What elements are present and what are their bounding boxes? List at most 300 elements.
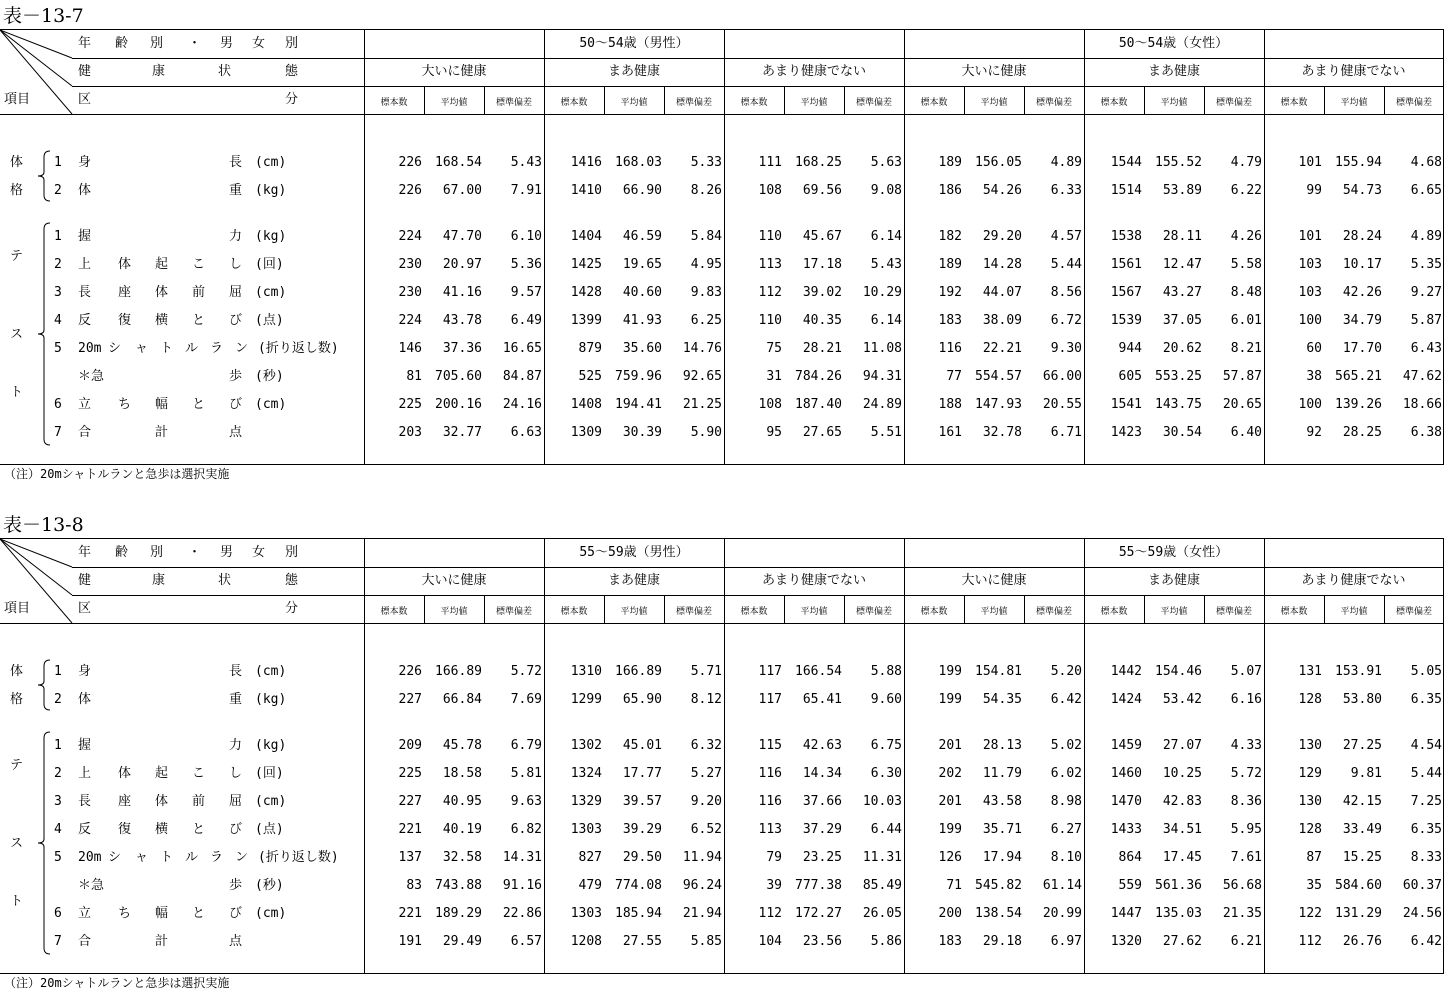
table-cell: 20.97 (442, 257, 482, 272)
table-cell: 85.49 (862, 878, 902, 893)
table-cell: 9.20 (690, 794, 722, 809)
table-cell: 146 (398, 341, 422, 356)
row-number: 4 (54, 822, 62, 837)
table-cell: 224 (398, 229, 422, 244)
stat-header: 平均値 (1160, 98, 1188, 108)
row-label-char: 横 (155, 313, 169, 328)
table-cell: 94.31 (862, 369, 902, 384)
table-cell: 44.07 (982, 285, 1022, 300)
table-cell: 1538 (1110, 229, 1142, 244)
group-label-test: ト (10, 385, 24, 400)
table-cell: 103 (1298, 257, 1322, 272)
table-cell: 21.25 (682, 397, 722, 412)
table-cell: 226 (398, 664, 422, 679)
table-cell: 128 (1298, 692, 1322, 707)
table-cell: 6.82 (510, 822, 542, 837)
health-state-header: あまり健康でない (761, 573, 866, 588)
table-cell: 9.60 (870, 692, 902, 707)
table-cell: 1442 (1110, 664, 1142, 679)
table-cell: 29.18 (982, 934, 1022, 949)
table-cell: 153.91 (1335, 664, 1382, 679)
row-unit: (kg) (255, 183, 287, 198)
table-cell: 101 (1298, 155, 1322, 170)
table-cell: 188 (938, 397, 962, 412)
table-cell: 28.24 (1342, 229, 1382, 244)
row-label-char: ラ (210, 341, 224, 356)
header-age-sex-char: 男 (220, 545, 234, 560)
table-cell: 5.02 (1050, 738, 1082, 753)
row-label-char: 起 (155, 257, 169, 272)
table-cell: 117 (758, 664, 782, 679)
table-cell: 95 (766, 425, 782, 440)
table-cell: 559 (1118, 878, 1142, 893)
table-cell: 24.89 (862, 397, 902, 412)
table-cell: 84.87 (502, 369, 542, 384)
table-cell: 1302 (570, 738, 602, 753)
table-cell: 60.37 (1402, 878, 1442, 893)
table-cell: 9.27 (1410, 285, 1442, 300)
row-label-char: 立 (78, 397, 92, 412)
table-cell: 5.72 (1230, 766, 1262, 781)
stat-header: 標準偏差 (855, 607, 892, 617)
table-cell: 864 (1118, 850, 1142, 865)
table-title: 表－13-7 (3, 5, 84, 27)
table-cell: 96.24 (682, 878, 722, 893)
table-cell: 200 (938, 906, 962, 921)
table-cell: 42.63 (802, 738, 842, 753)
table-cell: 1424 (1110, 692, 1142, 707)
table-cell: 166.89 (615, 664, 662, 679)
health-state-header: 大いに健康 (961, 573, 1027, 588)
table-cell: 777.38 (795, 878, 842, 893)
row-label-char: 座 (118, 794, 132, 809)
table-cell: 1399 (570, 313, 602, 328)
row-number: 2 (54, 183, 62, 198)
row-number: 1 (54, 155, 62, 170)
table-cell: 110 (758, 313, 782, 328)
female-group-header: 50～54歳（女性） (1118, 36, 1229, 51)
row-label-char: 合 (78, 934, 92, 949)
table-cell: 186 (938, 183, 962, 198)
row-label-char: 長 (229, 664, 243, 679)
row-label-char: 計 (155, 425, 169, 440)
header-age-sex-char: 年 (78, 36, 92, 51)
table-cell: 182 (938, 229, 962, 244)
row-label-char: 体 (118, 766, 132, 781)
header-rule (72, 86, 1443, 87)
table-cell: 705.60 (435, 369, 482, 384)
table-cell: 6.16 (1230, 692, 1262, 707)
table-cell: 743.88 (435, 878, 482, 893)
table-cell: 9.83 (690, 285, 722, 300)
table-cell: 92.65 (682, 369, 722, 384)
row-number: 2 (54, 692, 62, 707)
table-cell: 83 (406, 878, 422, 893)
table-cell: 155.52 (1155, 155, 1202, 170)
table-cell: 42.26 (1342, 285, 1382, 300)
table-cell: 37.05 (1162, 313, 1202, 328)
table-cell: 143.75 (1155, 397, 1202, 412)
stat-header: 標本数 (920, 607, 948, 617)
table-cell: 108 (758, 183, 782, 198)
table-cell: 6.42 (1050, 692, 1082, 707)
table-cell: 57.87 (1222, 369, 1262, 384)
table-cell: 147.93 (975, 397, 1022, 412)
table-cell: 69.56 (802, 183, 842, 198)
table-cell: 227 (398, 692, 422, 707)
table-cell: 5.95 (1230, 822, 1262, 837)
table-cell: 6.49 (510, 313, 542, 328)
table-cell: 8.48 (1230, 285, 1262, 300)
table-cell: 7.91 (510, 183, 542, 198)
row-label-char: こ (192, 257, 206, 272)
row-label-char: ン (235, 341, 249, 356)
table-cell: 774.08 (615, 878, 662, 893)
table-cell: 7.61 (1230, 850, 1262, 865)
table-cell: 100 (1298, 397, 1322, 412)
table-cell: 5.43 (510, 155, 542, 170)
row-number: 6 (54, 906, 62, 921)
table-cell: 5.33 (690, 155, 722, 170)
row-label-char: 横 (155, 822, 169, 837)
table-cell: 128 (1298, 822, 1322, 837)
group-brackets (0, 539, 60, 973)
stat-header: 標準偏差 (1395, 98, 1432, 108)
table-cell: 6.65 (1410, 183, 1442, 198)
table-cell: 545.82 (975, 878, 1022, 893)
group-label-test: ス (10, 836, 24, 851)
table-cell: 29.50 (622, 850, 662, 865)
table-cell: 189.29 (435, 906, 482, 921)
table-cell: 18.58 (442, 766, 482, 781)
row-label-char: 20m (78, 850, 102, 865)
row-label-char: 反 (78, 313, 92, 328)
stat-header: 標本数 (560, 607, 588, 617)
female-group-header: 55～59歳（女性） (1118, 545, 1229, 560)
table-cell: 37.66 (802, 794, 842, 809)
table-cell: 1470 (1110, 794, 1142, 809)
table-cell: 39.57 (622, 794, 662, 809)
table-cell: 1447 (1110, 906, 1142, 921)
table-cell: 185.94 (615, 906, 662, 921)
table-cell: 230 (398, 257, 422, 272)
table-cell: 139.26 (1335, 397, 1382, 412)
table-cell: 40.95 (442, 794, 482, 809)
table-cell: 38.09 (982, 313, 1022, 328)
row-label-char: 点 (229, 934, 243, 949)
row-label-char: 前 (192, 794, 206, 809)
table-cell: 4.26 (1230, 229, 1262, 244)
table-cell: 5.86 (870, 934, 902, 949)
row-label-char: 歩 (229, 878, 243, 893)
row-unit: (折り返し数) (258, 850, 339, 865)
row-label-char: と (192, 313, 206, 328)
row-number: 7 (54, 934, 62, 949)
table-cell: 20.99 (1042, 906, 1082, 921)
table-cell: 479 (578, 878, 602, 893)
table-cell: 40.35 (802, 313, 842, 328)
table-cell: 4.89 (1410, 229, 1442, 244)
table-cell: 39.02 (802, 285, 842, 300)
table-cell: 4.57 (1050, 229, 1082, 244)
row-label-char: 体 (78, 183, 92, 198)
table-cell: 6.33 (1050, 183, 1082, 198)
table-cell: 11.08 (862, 341, 902, 356)
table-cell: 8.21 (1230, 341, 1262, 356)
table-cell: 20.55 (1042, 397, 1082, 412)
group-label-physique: 体 (10, 664, 24, 679)
table-cell: 87 (1306, 850, 1322, 865)
table-cell: 112 (758, 906, 782, 921)
row-label-char: 復 (118, 822, 132, 837)
table-cell: 11.79 (982, 766, 1022, 781)
table-cell: 201 (938, 738, 962, 753)
health-state-header: あまり健康でない (761, 64, 866, 79)
table-cell: 53.80 (1342, 692, 1382, 707)
table-cell: 32.77 (442, 425, 482, 440)
table-cell: 35.71 (982, 822, 1022, 837)
table-cell: 10.29 (862, 285, 902, 300)
stat-header: 標準偏差 (675, 607, 712, 617)
table-cell: 66.84 (442, 692, 482, 707)
table-cell: 23.25 (802, 850, 842, 865)
table-cell: 7.69 (510, 692, 542, 707)
table-cell: 225 (398, 397, 422, 412)
row-label-char: び (229, 822, 243, 837)
table-cell: 1303 (570, 822, 602, 837)
row-label-char: 屈 (229, 285, 243, 300)
table-cell: 126 (938, 850, 962, 865)
table-cell: 45.78 (442, 738, 482, 753)
table-cell: 43.78 (442, 313, 482, 328)
table-cell: 183 (938, 313, 962, 328)
table-cell: 17.94 (982, 850, 1022, 865)
table-cell: 4.33 (1230, 738, 1262, 753)
table-cell: 54.35 (982, 692, 1022, 707)
table-cell: 5.20 (1050, 664, 1082, 679)
table-cell: 137 (398, 850, 422, 865)
table-cell: 1404 (570, 229, 602, 244)
table-cell: 6.38 (1410, 425, 1442, 440)
table-cell: 154.81 (975, 664, 1022, 679)
table-cell: 166.89 (435, 664, 482, 679)
header-health-char: 状 (218, 64, 232, 79)
table-cell: 5.85 (690, 934, 722, 949)
table-cell: 8.26 (690, 183, 722, 198)
table-cell: 129 (1298, 766, 1322, 781)
table-cell: 27.62 (1162, 934, 1202, 949)
health-state-header: あまり健康でない (1301, 573, 1406, 588)
table-cell: 8.98 (1050, 794, 1082, 809)
table-cell: 39 (766, 878, 782, 893)
table-cell: 183 (938, 934, 962, 949)
table-cell: 5.36 (510, 257, 542, 272)
row-unit: (cm) (255, 155, 287, 170)
health-state-header: まあ健康 (607, 64, 660, 79)
stat-header: 平均値 (1160, 607, 1188, 617)
row-label-char: ち (118, 906, 132, 921)
health-state-header: あまり健康でない (1301, 64, 1406, 79)
row-unit: (秒) (255, 878, 284, 893)
table-cell: 584.60 (1335, 878, 1382, 893)
table-cell: 130 (1298, 794, 1322, 809)
table-cell: 75 (766, 341, 782, 356)
table-cell: 6.79 (510, 738, 542, 753)
table-cell: 6.21 (1230, 934, 1262, 949)
table-cell: 209 (398, 738, 422, 753)
row-label-char: ル (185, 341, 199, 356)
table-cell: 879 (578, 341, 602, 356)
table-cell: 4.95 (690, 257, 722, 272)
table-cell: 5.63 (870, 155, 902, 170)
table-cell: 56.68 (1222, 878, 1262, 893)
table-cell: 199 (938, 822, 962, 837)
row-label-char: 屈 (229, 794, 243, 809)
table-cell: 10.17 (1342, 257, 1382, 272)
row-number: 2 (54, 257, 62, 272)
header-item-label: 項目 (4, 92, 31, 107)
table-cell: 561.36 (1155, 878, 1202, 893)
table-cell: 116 (758, 766, 782, 781)
stat-header: 標準偏差 (1035, 607, 1072, 617)
row-label-char: ト (160, 341, 174, 356)
table-cell: 41.93 (622, 313, 662, 328)
header-rule (72, 567, 1443, 568)
table-cell: 6.52 (690, 822, 722, 837)
table-cell: 14.34 (802, 766, 842, 781)
table-cell: 5.35 (1410, 257, 1442, 272)
row-unit: (cm) (255, 664, 287, 679)
table-cell: 112 (1298, 934, 1322, 949)
table-cell: 45.67 (802, 229, 842, 244)
table-cell: 1428 (570, 285, 602, 300)
table-cell: 20.65 (1222, 397, 1262, 412)
table-cell: 1310 (570, 664, 602, 679)
table-cell: 6.30 (870, 766, 902, 781)
row-label-char: 体 (78, 692, 92, 707)
table-cell: 117 (758, 692, 782, 707)
header-age-sex-char: 女 (252, 545, 266, 560)
table-cell: 53.42 (1162, 692, 1202, 707)
group-label-test: テ (10, 758, 24, 773)
row-label-char: 計 (155, 934, 169, 949)
table-cell: 168.25 (795, 155, 842, 170)
row-label-char: 体 (118, 257, 132, 272)
table-cell: 99 (1306, 183, 1322, 198)
table-cell: 10.03 (862, 794, 902, 809)
table-cell: 5.43 (870, 257, 902, 272)
row-label-char: 力 (229, 738, 243, 753)
stat-header: 標本数 (1280, 98, 1308, 108)
table-cell: 35 (1306, 878, 1322, 893)
table-cell: 554.57 (975, 369, 1022, 384)
table-cell: 113 (758, 257, 782, 272)
table-cell: 5.84 (690, 229, 722, 244)
header-age-sex-char: 齢 (115, 36, 129, 51)
table-cell: 111 (758, 155, 782, 170)
row-label-char: 握 (78, 229, 92, 244)
table-cell: 1544 (1110, 155, 1142, 170)
stat-header: 平均値 (620, 607, 648, 617)
table-cell: 225 (398, 766, 422, 781)
row-label-char: び (229, 313, 243, 328)
row-label-char: 体 (155, 285, 169, 300)
table-cell: 21.35 (1222, 906, 1262, 921)
header-item-label: 項目 (4, 601, 31, 616)
table-cell: 17.45 (1162, 850, 1202, 865)
table-cell: 6.35 (1410, 822, 1442, 837)
table-cell: 104 (758, 934, 782, 949)
row-unit: (cm) (255, 397, 287, 412)
row-number: 3 (54, 285, 62, 300)
table-cell: 5.88 (870, 664, 902, 679)
table-cell: 34.51 (1162, 822, 1202, 837)
table-cell: 113 (758, 822, 782, 837)
row-label-char: と (192, 822, 206, 837)
table-cell: 8.33 (1410, 850, 1442, 865)
row-unit: (cm) (255, 794, 287, 809)
stat-header: 標本数 (1100, 98, 1128, 108)
stat-header: 平均値 (620, 98, 648, 108)
health-state-header: 大いに健康 (961, 64, 1027, 79)
stat-header: 平均値 (980, 98, 1008, 108)
table-cell: 116 (758, 794, 782, 809)
male-group-header: 50～54歳（男性） (579, 36, 689, 51)
row-label-char: ＊急 (78, 369, 105, 384)
row-unit: (回) (255, 257, 284, 272)
row-label-char: 20m (78, 341, 102, 356)
table-cell: 17.77 (622, 766, 662, 781)
table-cell: 100 (1298, 313, 1322, 328)
table-cell: 759.96 (615, 369, 662, 384)
table-cell: 53.89 (1162, 183, 1202, 198)
health-state-header: 大いに健康 (421, 573, 487, 588)
header-age-sex-char: 男 (220, 36, 234, 51)
row-number: 5 (54, 341, 62, 356)
row-number: 4 (54, 313, 62, 328)
stat-header: 標準偏差 (1035, 98, 1072, 108)
table-cell: 27.55 (622, 934, 662, 949)
row-label-char: ャ (135, 850, 149, 865)
table-cell: 6.35 (1410, 692, 1442, 707)
row-label-char: ト (160, 850, 174, 865)
stat-header: 標本数 (380, 607, 408, 617)
stat-header: 標準偏差 (1215, 607, 1252, 617)
table-cell: 172.27 (795, 906, 842, 921)
table-cell: 67.00 (442, 183, 482, 198)
table-cell: 11.94 (682, 850, 722, 865)
header-age-sex-char: ・ (188, 545, 202, 560)
table-cell: 4.68 (1410, 155, 1442, 170)
table-cell: 6.25 (690, 313, 722, 328)
table-cell: 24.16 (502, 397, 542, 412)
table-cell: 26.76 (1342, 934, 1382, 949)
table-cell: 28.21 (802, 341, 842, 356)
table-cell: 12.47 (1162, 257, 1202, 272)
header-age-sex-char: 年 (78, 545, 92, 560)
table-cell: 155.94 (1335, 155, 1382, 170)
table-cell: 1299 (570, 692, 602, 707)
row-label-char: 幅 (155, 906, 169, 921)
table-cell: 21.94 (682, 906, 722, 921)
table-cell: 191 (398, 934, 422, 949)
row-label-char: シ (108, 850, 122, 865)
row-label-char: び (229, 906, 243, 921)
table-cell: 108 (758, 397, 782, 412)
header-health-char: 態 (285, 64, 299, 79)
brace (38, 223, 50, 445)
header-division-char: 区 (78, 92, 92, 107)
